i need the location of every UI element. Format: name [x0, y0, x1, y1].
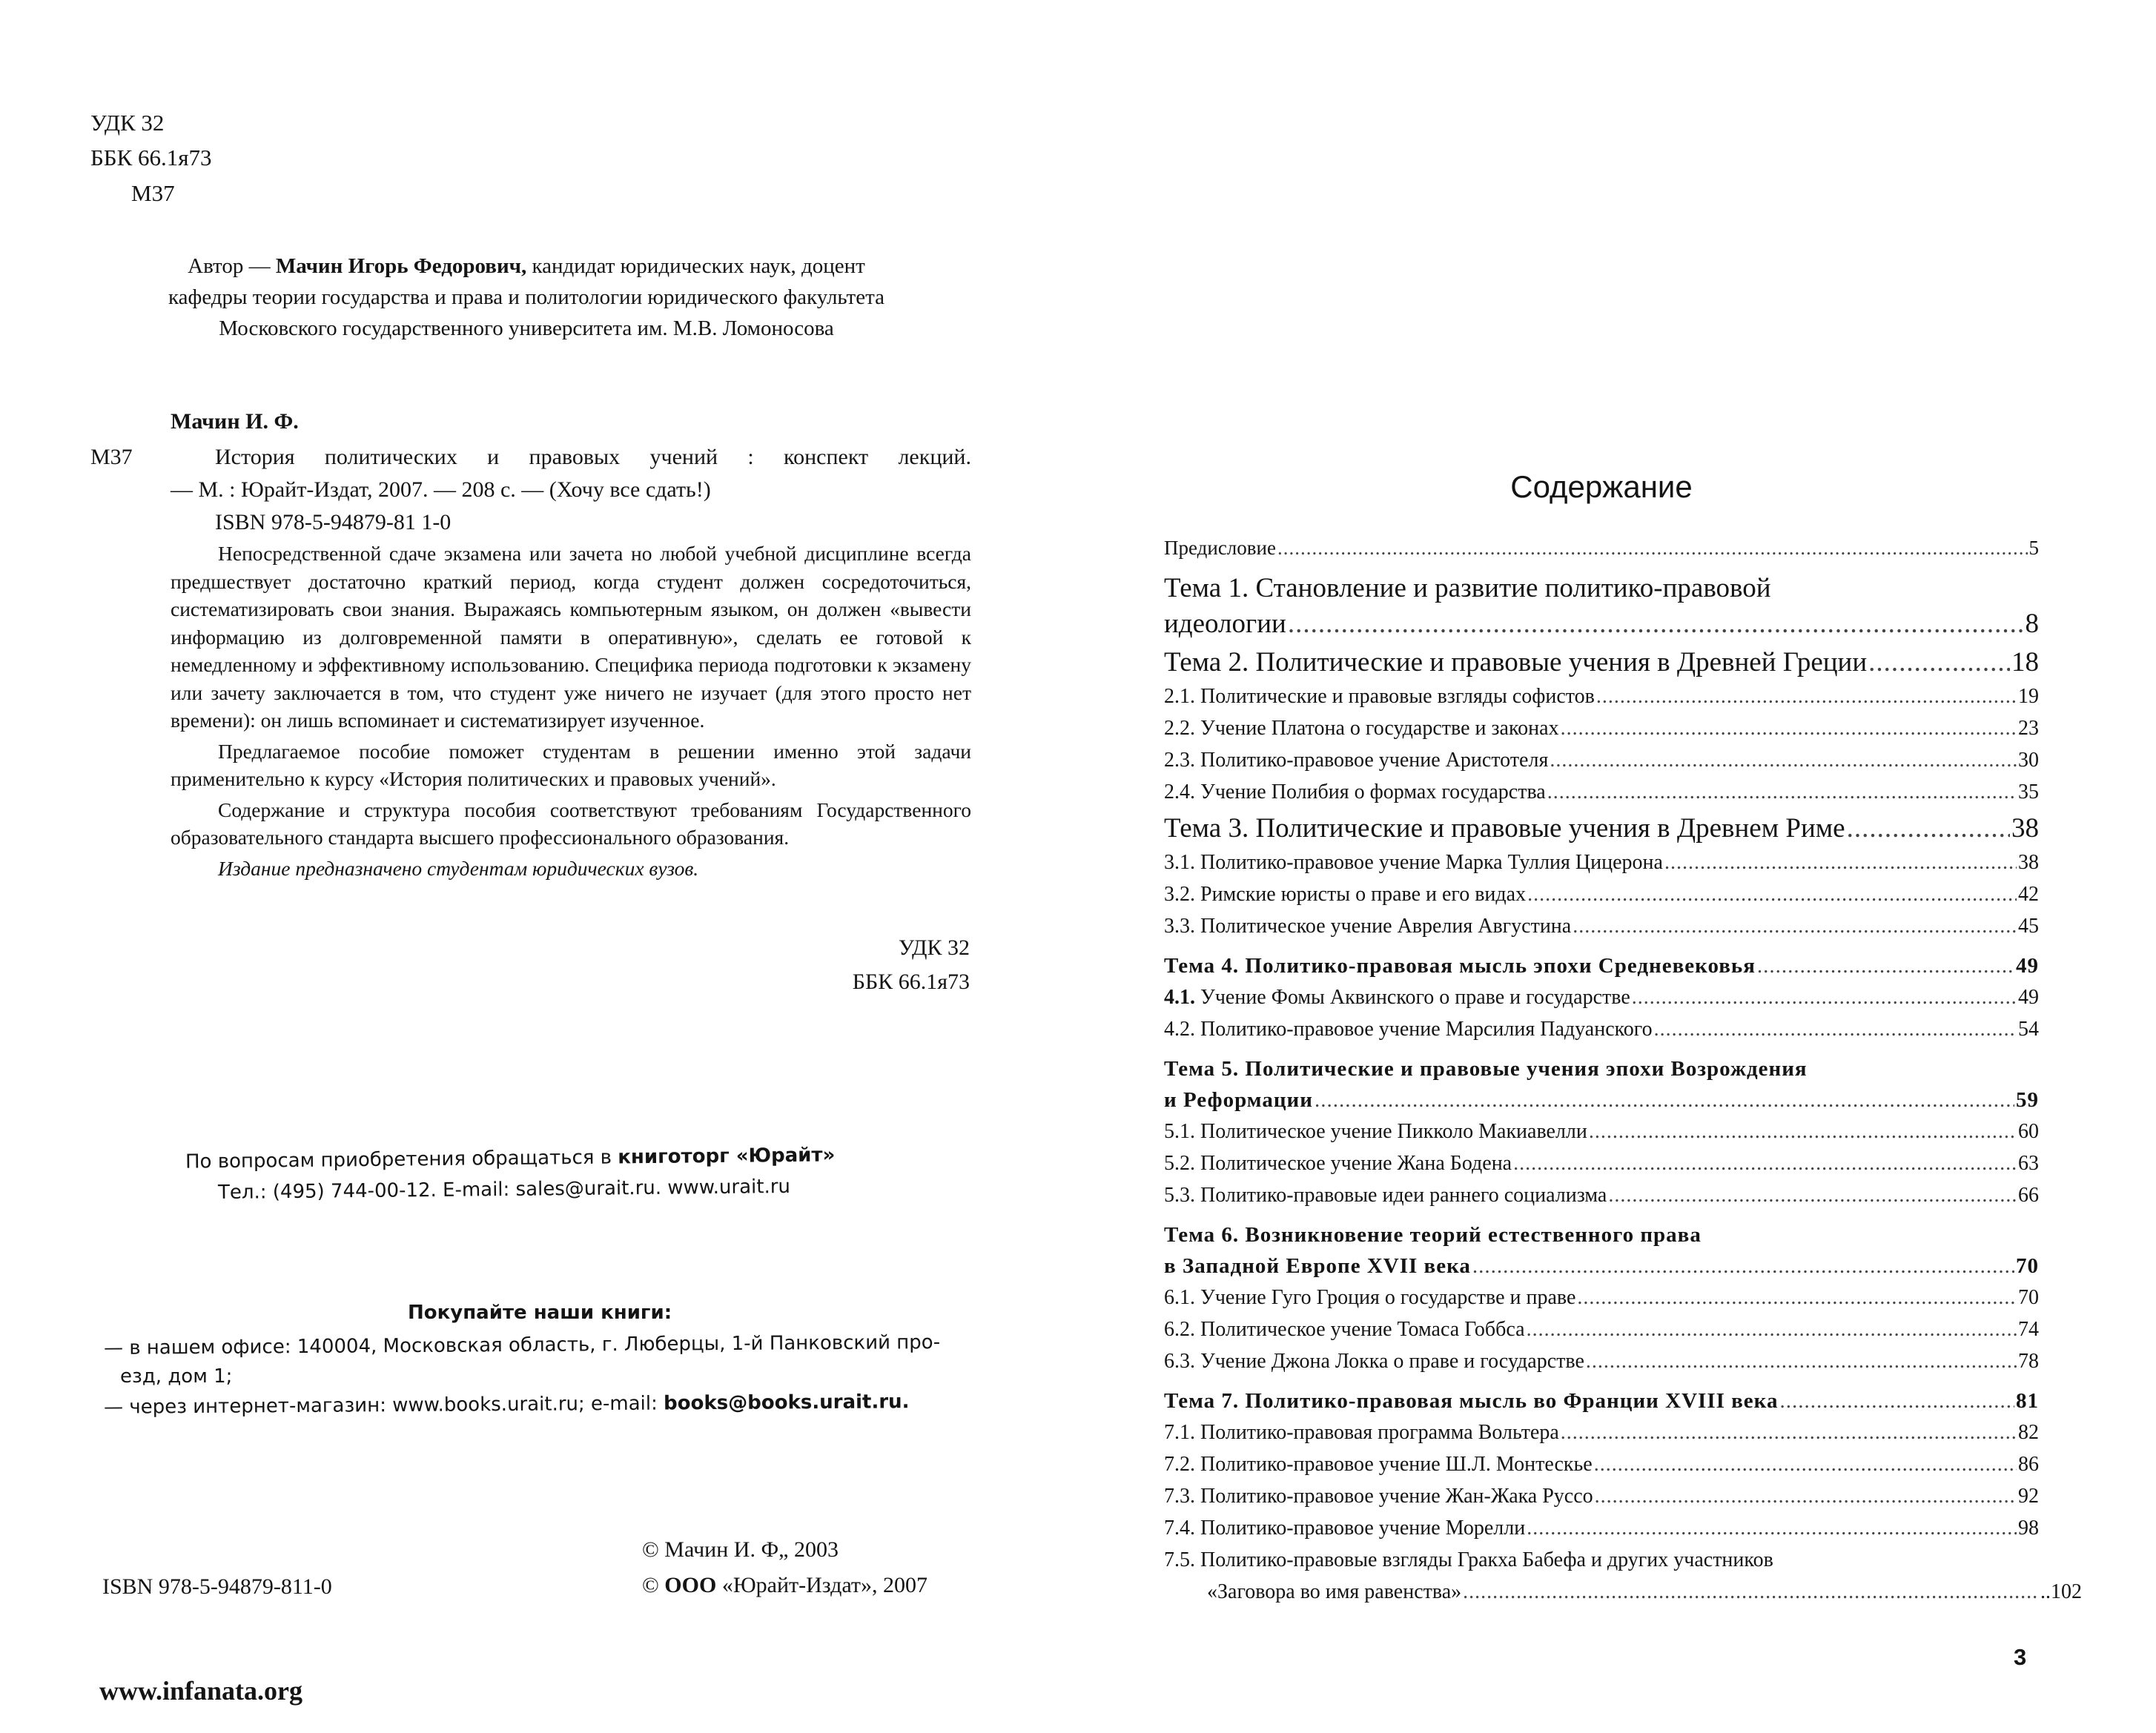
- copyright-publisher-name: «Юрайт-Издат», 2007: [716, 1573, 928, 1597]
- toc-label: 3.2. Римские юристы о праве и его видах: [1164, 883, 1527, 906]
- toc-page: 78: [2018, 1350, 2039, 1373]
- buy-line-2: езд, дом 1;: [120, 1365, 233, 1388]
- author-prefix: Автор —: [188, 254, 276, 278]
- toc-section-5-2[interactable]: [1164, 1152, 2039, 1184]
- buy-line-1: — в нашем офисе: 140004, Московская область, г. Люберцы, 1-й Панковский про-: [103, 1331, 941, 1359]
- toc-page: 70: [2016, 1254, 2039, 1278]
- toc-label: 7.3. Политико-правовое учение Жан-Жака Руссо: [1164, 1485, 1593, 1508]
- toc-theme5[interactable]: [1164, 1088, 2039, 1120]
- toc-label: 2.1. Политические и правовые взгляды софистов: [1164, 685, 1595, 708]
- toc-section-4-1[interactable]: [1164, 986, 2039, 1018]
- watermark-link[interactable]: www.infanata.org: [99, 1676, 303, 1706]
- toc-section-6-2[interactable]: [1164, 1318, 2039, 1350]
- toc-page: 5: [2028, 537, 2039, 559]
- toc-label: 2.4. Учение Полибия о формах государства: [1164, 781, 1546, 803]
- toc-page: 82: [2018, 1421, 2039, 1444]
- toc-section-6-3[interactable]: [1164, 1350, 2039, 1382]
- annotation-p2: Предлагаемое пособие поможет студентам в решении именно этой задачи применительно к курсу «История политических и правовых учений».: [171, 739, 971, 790]
- toc-label: 3.3. Политическое учение Аврелия Августина: [1164, 915, 1572, 938]
- annotation-p3: Содержание и структура пособия соответствуют требованиям Государственного образовательного стандарта высшего профессионального образования.: [171, 798, 971, 849]
- biblio-isbn: ISBN 978-5-94879-81 1-0: [215, 510, 452, 534]
- toc-page: 81: [2016, 1389, 2039, 1413]
- toc-section-3-2[interactable]: [1164, 883, 2039, 915]
- udk-footer: УДК 32: [898, 935, 970, 960]
- toc-section-7-2[interactable]: [1164, 1453, 2039, 1485]
- toc-theme1-line1[interactable]: Тема 1. Становление и развитие политико-правовой: [1164, 573, 1771, 603]
- toc-section-4-2[interactable]: [1164, 1018, 2039, 1050]
- toc-section-3-3[interactable]: [1164, 915, 2039, 947]
- toc-page: 63: [2018, 1152, 2039, 1175]
- bbk-header: ББК 66.1я73: [90, 145, 212, 170]
- buy-email: books@books.urait.ru.: [663, 1391, 910, 1415]
- toc-theme4[interactable]: [1164, 954, 2039, 986]
- author-mark-header: М37: [131, 180, 175, 206]
- annotation: [171, 540, 971, 885]
- toc-label: 4.2. Политико-правовое учение Марсилия Падуанского: [1164, 1018, 1653, 1041]
- copyright-sign: ©: [642, 1573, 665, 1597]
- toc-label: Тема 2. Политические и правовые учения в Древней Греции: [1164, 647, 1868, 677]
- toc-page: 60: [2018, 1120, 2039, 1143]
- copyright-publisher: [642, 1573, 927, 1598]
- toc-page: 98: [2018, 1517, 2039, 1540]
- purchase-info-line2: Тел.: (495) 744-00-12. E-mail: sales@urait.ru. www.urait.ru: [217, 1175, 791, 1205]
- purchase-prefix: По вопросам приобретения обращаться в: [185, 1146, 618, 1173]
- biblio-author: Мачин И. Ф.: [171, 409, 299, 434]
- biblio-title: История политических и правовых учений : конспект лекций.: [215, 445, 971, 469]
- toc-label: 7.2. Политико-правовое учение Ш.Л. Монтескье: [1164, 1453, 1593, 1476]
- toc-section-5-3[interactable]: [1164, 1184, 2039, 1216]
- toc-section-2-4[interactable]: [1164, 781, 2039, 812]
- toc-page: 8: [2025, 609, 2039, 639]
- toc-page: 59: [2016, 1088, 2039, 1112]
- toc-theme1[interactable]: [1164, 608, 2039, 646]
- copyright-ooo: ООО: [664, 1573, 717, 1597]
- toc-page: ..102: [2040, 1580, 2082, 1603]
- author-line-3: Московского государственного университета им. М.В. Ломоносова: [219, 317, 834, 340]
- toc-section-7-3[interactable]: [1164, 1485, 2039, 1517]
- toc-label: 5.2. Политическое учение Жана Бодена: [1164, 1152, 1512, 1175]
- author-info: [0, 251, 1053, 344]
- toc-label: идеологии: [1164, 609, 1286, 639]
- toc-section-2-3[interactable]: [1164, 749, 2039, 781]
- toc-section-num: 4.1.: [1164, 986, 1195, 1009]
- toc-theme6[interactable]: [1164, 1254, 2039, 1286]
- toc-page: 45: [2018, 915, 2039, 938]
- toc-section-3-1[interactable]: [1164, 851, 2039, 883]
- toc-page: 18: [2011, 647, 2039, 677]
- toc-section-7-1[interactable]: [1164, 1421, 2039, 1453]
- author-line-2: кафедры теории государства и права и политологии юридического факультета: [168, 285, 884, 309]
- toc-label: 5.1. Политическое учение Пикколо Макиавелли: [1164, 1120, 1587, 1143]
- toc-section-7-5-line1[interactable]: 7.5. Политико-правовые взгляды Гракха Бабефа и других участников: [1164, 1548, 1773, 1571]
- table-of-contents: [1164, 537, 2082, 1612]
- toc-label: и Реформации: [1164, 1088, 1313, 1112]
- toc-section-text: Учение Фомы Аквинского о праве и государстве: [1195, 986, 1630, 1009]
- isbn-bottom: ISBN 978-5-94879-811-0: [102, 1574, 332, 1599]
- toc-section-2-2[interactable]: [1164, 717, 2039, 749]
- toc-label: 6.2. Политическое учение Томаса Гоббса: [1164, 1318, 1525, 1341]
- toc-theme2[interactable]: [1164, 646, 2039, 685]
- toc-page: 86: [2018, 1453, 2039, 1476]
- toc-theme7[interactable]: [1164, 1389, 2039, 1421]
- toc-label: 7.1. Политико-правовая программа Вольтера: [1164, 1421, 1559, 1444]
- toc-row-preface[interactable]: [1164, 537, 2039, 566]
- toc-page: 42: [2018, 883, 2039, 906]
- toc-page: 92: [2018, 1485, 2039, 1508]
- toc-label: в Западной Европе XVII века: [1164, 1254, 1471, 1278]
- toc-label: 5.3. Политико-правовые идеи раннего социализма: [1164, 1184, 1607, 1207]
- toc-page: 49: [2016, 954, 2039, 978]
- biblio-publisher: — М. : Юрайт-Издат, 2007. — 208 с. — (Хочу все сдать!): [171, 477, 711, 502]
- toc-section-2-1[interactable]: [1164, 685, 2039, 717]
- toc-label: 2.2. Учение Платона о государстве и законах: [1164, 717, 1559, 740]
- toc-label: 7.4. Политико-правовое учение Морелли: [1164, 1517, 1526, 1540]
- toc-section-6-1[interactable]: [1164, 1286, 2039, 1318]
- toc-label: «Заговора во имя равенства»: [1207, 1580, 1462, 1603]
- toc-label: 6.1. Учение Гуго Гроция о государстве и праве: [1164, 1286, 1576, 1309]
- author-suffix: кандидат юридических наук, доцент: [526, 254, 865, 278]
- toc-theme6-line1[interactable]: Тема 6. Возникновение теорий естественного права: [1164, 1223, 1702, 1247]
- toc-section-7-4[interactable]: [1164, 1517, 2039, 1548]
- toc-page: 38: [2011, 813, 2039, 844]
- author-name: Мачин Игорь Федорович,: [275, 254, 527, 278]
- toc-page: 30: [2018, 749, 2039, 772]
- purchase-bold: книготорг «Юрайт»: [618, 1144, 836, 1169]
- toc-page: 74: [2018, 1318, 2039, 1341]
- copyright-author: © Мачин И. Ф„ 2003: [642, 1537, 839, 1562]
- toc-theme5-line1[interactable]: Тема 5. Политические и правовые учения эпохи Возрождения: [1164, 1057, 1808, 1081]
- toc-page: 54: [2018, 1018, 2039, 1041]
- toc-label: [1164, 986, 1630, 1010]
- udk-header: УДК 32: [90, 110, 165, 136]
- annotation-p1: Непосредственной сдаче экзамена или зачета но любой учебной дисциплине всегда предшествует достаточно краткий период, когда студент должен сосредоточиться, систематизировать свои знания. Выражаясь компьютерным языком, он должен «вывести информацию из долговременной памяти в оперативную», сделать ее готовой к немедленному и эффективному использованию. Специфика периода подготовки к экзамену или зачету заключается в том, что студент уже ничего не изучает (для этого просто нет времени): он лишь вспоминает и систематизирует изученное.: [171, 542, 971, 732]
- toc-label: 6.3. Учение Джона Локка о праве и государстве: [1164, 1350, 1584, 1373]
- buy-line-3-prefix: — через интернет-магазин: www.books.urait.ru; e-mail:: [103, 1392, 664, 1419]
- toc-page: 35: [2018, 781, 2039, 803]
- buy-line-3: [104, 1391, 910, 1419]
- biblio-code: М37: [90, 445, 133, 469]
- toc-section-5-1[interactable]: [1164, 1120, 2039, 1152]
- toc-page: 70: [2018, 1286, 2039, 1309]
- toc-label: Тема 3. Политические и правовые учения в Древнем Риме: [1164, 813, 1845, 844]
- toc-page: 66: [2018, 1184, 2039, 1207]
- annotation-p4: Издание предназначено студентам юридических вузов.: [218, 856, 699, 880]
- toc-label: Предисловие: [1164, 537, 1276, 559]
- purchase-info-line1: [185, 1144, 836, 1173]
- toc-title: Содержание: [1510, 469, 1693, 504]
- toc-section-7-5[interactable]: [1164, 1580, 2082, 1612]
- toc-label: 2.3. Политико-правовое учение Аристотеля: [1164, 749, 1549, 772]
- buy-title: Покупайте наши книги:: [408, 1302, 672, 1324]
- toc-label: Тема 7. Политико-правовая мысль во Франции XVIII века: [1164, 1389, 1779, 1413]
- toc-theme3[interactable]: [1164, 812, 2039, 851]
- toc-page: 19: [2018, 685, 2039, 708]
- toc-page: 38: [2018, 851, 2039, 874]
- page-number: 3: [2014, 1644, 2027, 1670]
- bbk-footer: ББК 66.1я73: [852, 970, 970, 994]
- toc-page: 23: [2018, 717, 2039, 740]
- toc-label: Тема 4. Политико-правовая мысль эпохи Средневековья: [1164, 954, 1756, 978]
- toc-page: 49: [2018, 986, 2039, 1009]
- toc-label: 3.1. Политико-правовое учение Марка Туллия Цицерона: [1164, 851, 1663, 874]
